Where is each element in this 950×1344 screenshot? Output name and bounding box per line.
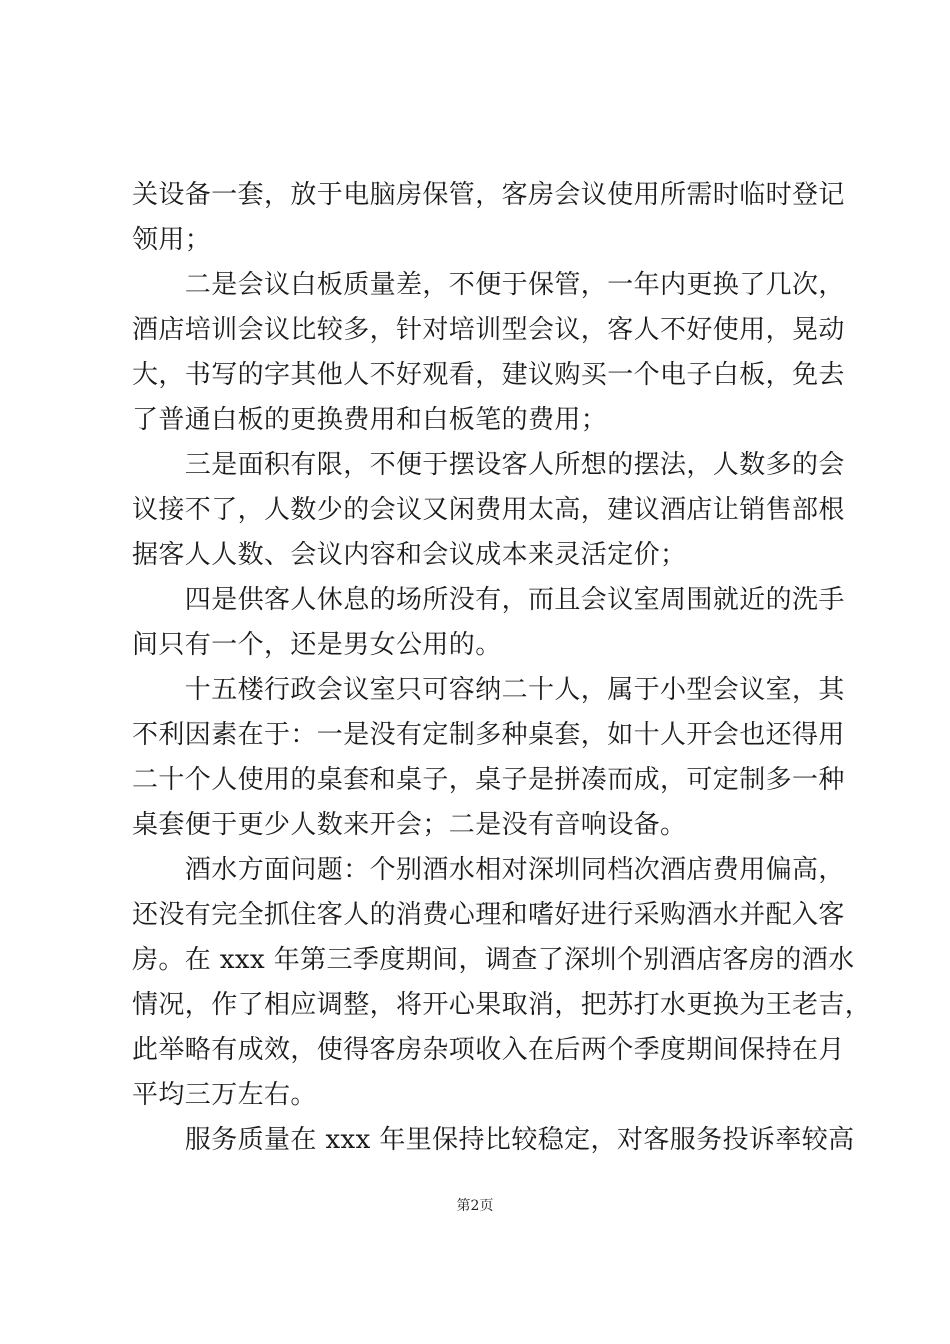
text-line: 据客人人数、会议内容和会议成本来灵活定价； bbox=[132, 540, 687, 570]
text-line: 关设备一套，放于电脑房保管，客房会议使用所需时临时登记 bbox=[132, 180, 845, 210]
text-line: 酒水方面问题：个别酒水相对深圳同档次酒店费用偏高， bbox=[132, 855, 845, 885]
text-line: 大，书写的字其他人不好观看，建议购买一个电子白板，免去 bbox=[132, 360, 845, 390]
text-line: 服务质量在 xxx 年里保持比较稳定，对客服务投诉率较高 bbox=[132, 1125, 855, 1155]
text-line: 平均三万左右。 bbox=[132, 1080, 317, 1110]
text-line: 间只有一个，还是男女公用的。 bbox=[132, 630, 502, 660]
text-line: 三是面积有限，不便于摆设客人所想的摆法，人数多的会 bbox=[132, 450, 845, 480]
text-line: 桌套便于更少人数来开会；二是没有音响设备。 bbox=[132, 810, 687, 840]
text-line: 酒店培训会议比较多，针对培训型会议，客人不好使用，晃动 bbox=[132, 315, 845, 345]
text-line: 领用； bbox=[132, 225, 212, 255]
text-line: 了普通白板的更换费用和白板笔的费用； bbox=[132, 405, 608, 435]
text-line: 还没有完全抓住客人的消费心理和嗜好进行采购酒水并配入客 bbox=[132, 900, 845, 930]
text-line: 二十个人使用的桌套和桌子，桌子是拼凑而成，可定制多一种 bbox=[132, 765, 845, 795]
text-line: 不利因素在于：一是没有定制多种桌套，如十人开会也还得用 bbox=[132, 720, 845, 750]
page-number: 第2页 bbox=[456, 1198, 494, 1214]
text-line: 房。在 xxx 年第三季度期间，调查了深圳个别酒店客房的酒水 bbox=[132, 945, 855, 975]
text-line: 四是供客人休息的场所没有，而且会议室周围就近的洗手 bbox=[132, 585, 845, 615]
text-line: 二是会议白板质量差，不便于保管，一年内更换了几次， bbox=[132, 270, 845, 300]
text-line: 十五楼行政会议室只可容纳二十人，属于小型会议室，其 bbox=[132, 675, 845, 705]
text-line: 情况，作了相应调整，将开心果取消，把苏打水更换为王老吉， bbox=[132, 990, 872, 1020]
text-line: 此举略有成效，使得客房杂项收入在后两个季度期间保持在月 bbox=[132, 1035, 845, 1065]
text-line: 议接不了，人数少的会议又闲费用太高，建议酒店让销售部根 bbox=[132, 495, 845, 525]
